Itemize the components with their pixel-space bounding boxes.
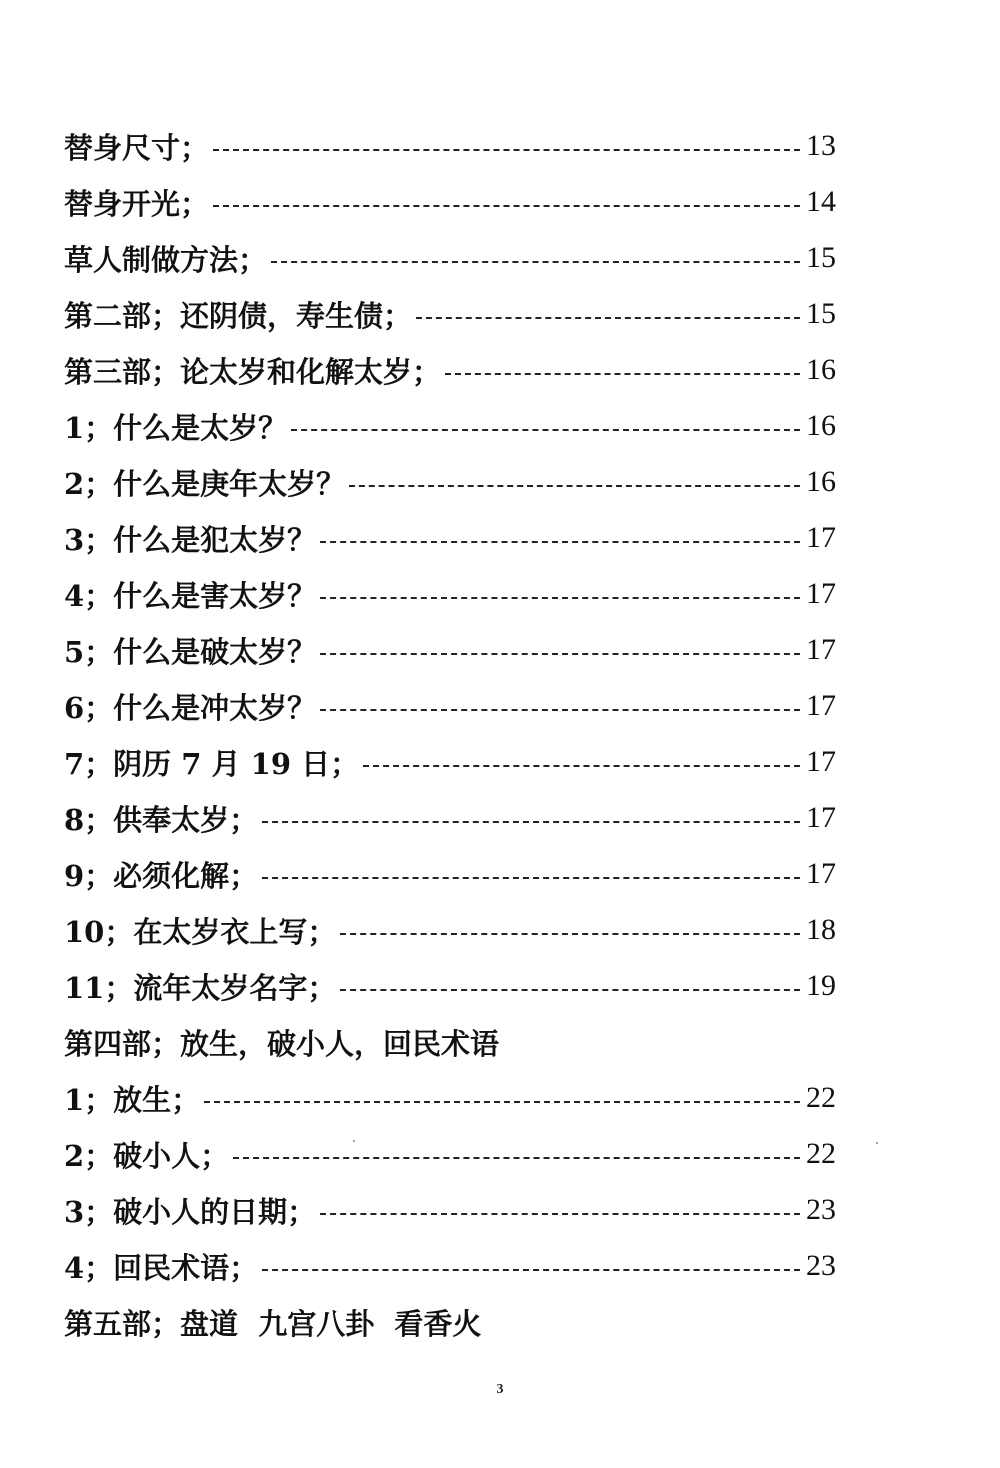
dot-leader [445,373,800,375]
toc-entry [64,454,836,510]
toc-entry [64,1238,836,1294]
toc-entry [64,342,836,398]
dot-leader [271,261,800,263]
toc-section-heading-label: 第四部；放生，破小人，回民术语 [64,1026,500,1061]
toc-entry-label: 替身尺寸； [64,130,210,165]
table-of-contents [64,118,836,1350]
toc-entry-label: 2；破小人； [64,1138,230,1173]
page-number: 3 [496,1382,504,1397]
toc-entry-page: 17 [806,521,836,554]
toc-section-heading [64,1294,836,1350]
toc-entry-label: 10；在太岁衣上写； [64,914,337,949]
toc-entry [64,118,836,174]
toc-entry-label: 3；什么是犯太岁？ [64,522,317,557]
scan-speck [353,1140,355,1142]
toc-entry [64,286,836,342]
toc-entry-label: 替身开光； [64,186,210,221]
toc-entry-label: 4；回民术语； [64,1250,259,1285]
toc-entry-label: 草人制做方法； [64,242,268,277]
toc-entry-label: 1；放生； [64,1082,201,1117]
toc-entry-page: 22 [806,1137,836,1170]
toc-entry-page: 17 [806,577,836,610]
toc-entry [64,398,836,454]
dot-leader [291,429,800,431]
toc-entry [64,1126,836,1182]
dot-leader [320,1213,800,1215]
dot-leader [320,653,800,655]
toc-entry-page: 16 [806,409,836,442]
toc-entry-page: 17 [806,801,836,834]
dot-leader [349,485,800,487]
dot-leader [233,1157,800,1159]
dot-leader [340,933,800,935]
toc-entry [64,790,836,846]
toc-entry-label: 7；阴历 7 月 19 日； [64,746,360,781]
dot-leader [363,765,800,767]
toc-section-heading-label: 第五部；盘道 九宫八卦 看香火 [64,1306,482,1341]
toc-entry-page: 13 [806,129,836,162]
toc-entry [64,734,836,790]
toc-entry [64,174,836,230]
toc-entry-label: 第三部；论太岁和化解太岁； [64,354,442,389]
dot-leader [204,1101,800,1103]
toc-entry-page: 22 [806,1081,836,1114]
toc-entry-page: 17 [806,633,836,666]
toc-entry [64,566,836,622]
toc-entry-page: 15 [806,297,836,330]
toc-entry-page: 16 [806,353,836,386]
toc-entry-page: 19 [806,969,836,1002]
dot-leader [340,989,800,991]
toc-entry-page: 23 [806,1193,836,1226]
dot-leader [262,877,800,879]
toc-entry-label: 3；破小人的日期； [64,1194,317,1229]
toc-entry [64,622,836,678]
toc-entry [64,678,836,734]
toc-entry [64,230,836,286]
toc-entry-label: 9；必须化解； [64,858,259,893]
toc-entry-page: 15 [806,241,836,274]
dot-leader [416,317,800,319]
toc-entry-label: 6；什么是冲太岁？ [64,690,317,725]
toc-section-heading [64,1014,836,1070]
toc-entry-page: 17 [806,689,836,722]
toc-entry-label: 1；什么是太岁？ [64,410,288,445]
toc-entry-label: 2；什么是庚年太岁？ [64,466,346,501]
dot-leader [262,821,800,823]
toc-entry [64,1070,836,1126]
dot-leader [213,205,800,207]
dot-leader [262,1269,800,1271]
toc-entry [64,510,836,566]
toc-entry-page: 17 [806,857,836,890]
dot-leader [320,541,800,543]
toc-entry-page: 14 [806,185,836,218]
toc-entry-label: 4；什么是害太岁？ [64,578,317,613]
toc-entry [64,902,836,958]
toc-entry-page: 23 [806,1249,836,1282]
toc-entry-label: 11；流年太岁名字； [64,970,337,1005]
scan-speck [876,1142,878,1144]
toc-entry [64,958,836,1014]
toc-entry-page: 17 [806,745,836,778]
dot-leader [320,709,800,711]
toc-entry-label: 8；供奉太岁； [64,802,259,837]
toc-entry-page: 18 [806,913,836,946]
dot-leader [213,149,800,151]
toc-entry-label: 第二部；还阴债，寿生债； [64,298,413,333]
toc-entry [64,1182,836,1238]
toc-entry-page: 16 [806,465,836,498]
toc-entry [64,846,836,902]
toc-entry-label: 5；什么是破太岁？ [64,634,317,669]
dot-leader [320,597,800,599]
